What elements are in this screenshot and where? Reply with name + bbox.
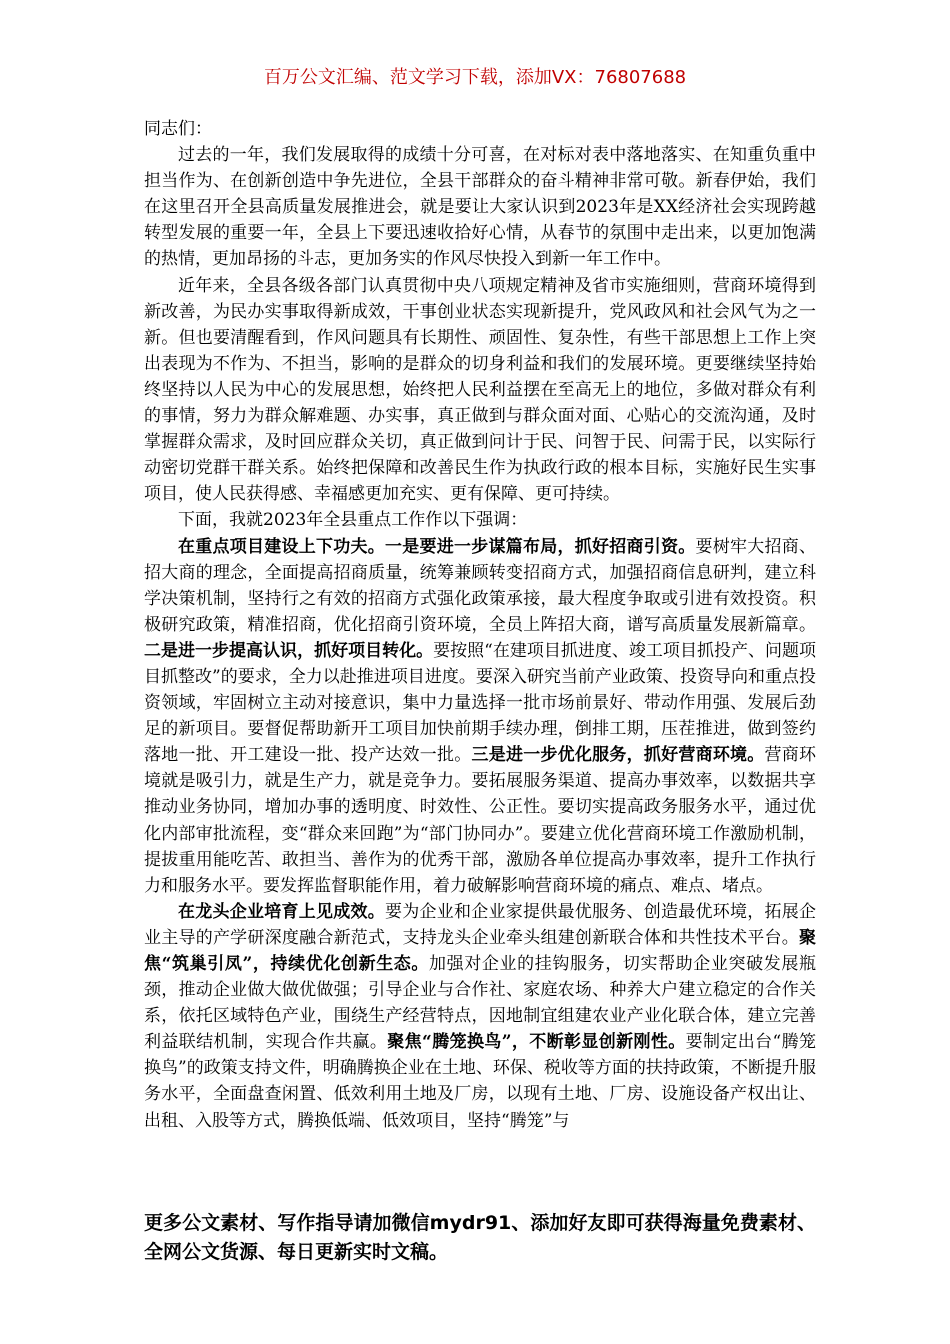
paragraph-leading-enterprises [144,899,816,1134]
salutation: 同志们： [144,119,212,139]
heading-innovation-ecology: 聚焦“筑巢引凤”，持续优化创新生态。 [144,927,816,974]
paragraph-transition: 下面，我就2023年全县重点工作作以下强调： [178,510,528,531]
paragraph-key-projects [144,534,816,899]
text-innovation-ecology: 加强对企业的挂钩服务，切实帮助企业突破发展瓶颈，推动企业做大做优做强；引导企业与合作社、家庭农场、种养大户建立稳定的合作关系，依托区域特色产业，围绕生产经营特点，因地制宜组建农业产业化联合体，建立完善利益联结机制，实现合作共赢。 [144,954,816,1053]
text-investment: 要树牢大招商、招大商的理念，全面提高招商质量，统筹兼顾转变招商方式，加强招商信息研判，建立科学决策机制，坚持行之有效的招商方式强化政策承接，最大程度争取或引进有效投资。积极研究政策，精准招商，优化招商引资环境，全员上阵招大商，谱写高质量发展新篇章。 [144,536,816,635]
text-cage-for-birds: 要制定出台“腾笼换鸟”的政策支持文件，明确腾换企业在土地、环保、税收等方面的扶持政策，不断提升服务水平，全面盘查闲置、低效利用土地及厂房，以现有土地、厂房、设施设备产权出让、出租、入股等方式，腾换低端、低效项目，坚持“腾笼”与 [144,1032,816,1131]
heading-business-environment: 三是进一步优化服务，抓好营商环境。 [471,745,765,766]
text-leading-enterprises: 要为企业和企业家提供最优服务、创造最优环境，拓展企业主导的产学研深度融合新范式，支持龙头企业牵头组建创新联合体和共性技术平台。 [144,901,816,948]
heading-key-projects: 在重点项目建设上下功夫。一是要进一步谋篇布局，抓好招商引资。 [178,536,696,557]
footer-ad: 更多公文素材、写作指导请加微信mydr91、添加好友即可获得海量免费素材、全网公文货源、每日更新实时文稿。 [144,1212,816,1263]
heading-cage-for-birds: 聚焦“腾笼换鸟”，不断彰显创新刚性。 [387,1032,686,1053]
text-business-environment: 营商环境就是吸引力，就是生产力，就是竞争力。要拓展服务渠道、提高办事效率，以数据共享推动业务协同，增加办事的透明度、时效性、公正性。要切实提高政务服务水平，通过优化内部审批流程，变“群众来回跑”为“部门协同办”。要建立优化营商环境工作激励机制，提拔重用能吃苦、敢担当、善作为的优秀干部，激励各单位提高办事效率，提升工作执行力和服务水平。要发挥监督职能作用，着力破解影响营商环境的痛点、难点、堵点。 [144,745,817,896]
heading-leading-enterprises: 在龙头企业培育上见成效。 [178,901,385,922]
paragraph-intro: 过去的一年，我们发展取得的成绩十分可喜，在对标对表中落地落实、在知重负重中担当作为、在创新创造中争先进位，全县干部群众的奋斗精神非常可敬。新春伊始，我们在这里召开全县高质量发展推进会，就是要让大家认识到2023年是XX经济社会实现跨越转型发展的重要一年，全县上下要迅速收拾好心情，从春节的氛围中走出来，以更加饱满的热情，更加昂扬的斗志，更加务实的作风尽快投入到新一年工作中。 [144,145,816,270]
document-body [144,116,816,1134]
heading-project-conversion: 二是进一步提高认识，抓好项目转化。 [144,640,434,661]
page-header-ad: 百万公文汇编、范文学习下载，添加VX：76807688 [263,67,687,88]
paragraph-work-style: 近年来，全县各级各部门认真贯彻中央八项规定精神及省市实施细则，营商环境得到新改善，为民办实事取得新成效，干事创业状态实现新提升，党风政风和社会风气为之一新。但也要清醒看到，作风问题具有长期性、顽固性、复杂性，有些干部思想上工作上突出表现为不作为、不担当，影响的是群众的切身利益和我们的发展环境。更要继续坚持始终坚持以人民为中心的发展思想，始终把人民利益摆在至高无上的地位，多做对群众有利的事情，努力为群众解难题、办实事，真正做到与群众面对面、心贴心的交流沟通，及时掌握群众需求，及时回应群众关切，真正做到问计于民、问智于民、问需于民，以实际行动密切党群干群关系。始终把保障和改善民生作为执政行政的根本目标，实施好民生实事项目，使人民获得感、幸福感更加充实、更有保障、更可持续。 [144,275,816,505]
text-project-conversion: 要按照“在建项目抓进度、竣工项目抓投产、问题项目抓整改”的要求，全力以赴推进项目进度。要深入研究当前产业政策、投资导向和重点投资领域，牢固树立主动对接意识，集中力量选择一批市场前景好、带动作用强、发展后劲足的新项目。要督促帮助新开工项目加快前期手续办理，倒排工期，压茬推进，做到签约落地一批、开工建设一批、投产达效一批。 [144,640,816,766]
